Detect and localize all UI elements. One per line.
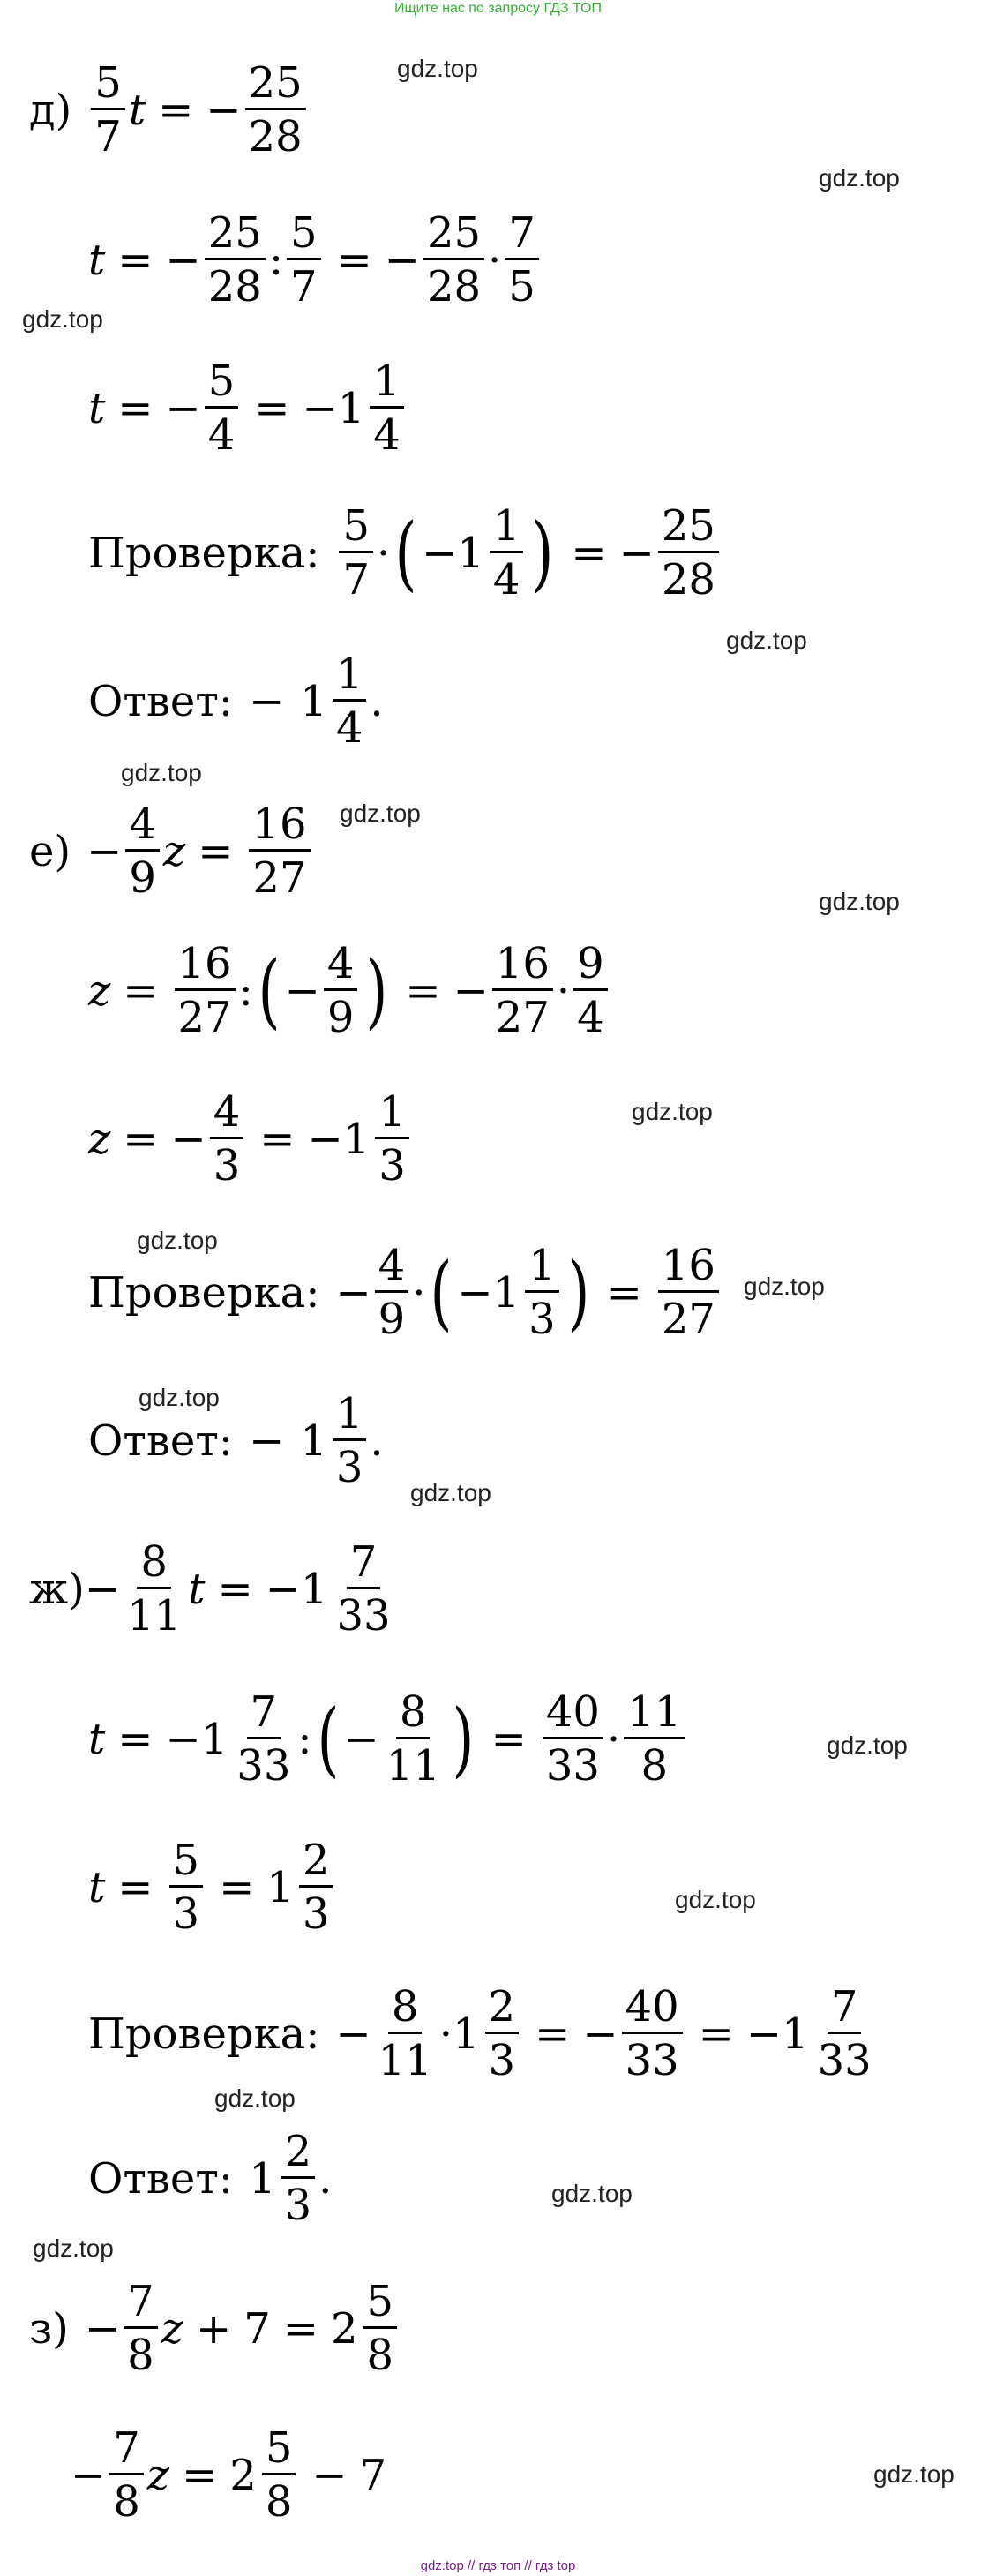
problem-e-step2: z = − $\frac{4}{3}$ = − 1 $\frac{1}{3}$ — [88, 1091, 413, 1197]
problem-e-answer: Ответ: − 1 $\frac{1}{3}$ . — [88, 1389, 384, 1492]
watermark: gdz.top — [214, 2084, 296, 2112]
answer-label: Ответ: — [88, 1416, 234, 1466]
watermark: gdz.top — [819, 888, 900, 915]
watermark: gdz.top — [632, 1098, 713, 1125]
answer-label: Ответ: — [88, 676, 234, 726]
problem-label: з) — [29, 2303, 69, 2354]
problem-e-step1: z = $\frac{16}{27}$ : ( − $\frac{4}{9}$ ) = − $\frac{16}{27}$ · $\frac{9}{4}$ — [88, 943, 611, 1048]
problem-d-step1: t = − $\frac{25}{28}$ : $\frac{5}{7}$ = − $\frac{25}{28}$ · $\frac{7}{5}$ — [88, 212, 543, 318]
check-label: Проверка: — [88, 528, 320, 578]
top-banner: Ищите нас по запросу ГДЗ ТОП — [394, 1, 602, 16]
watermark: gdz.top — [33, 2234, 114, 2262]
problem-d-check: Проверка: $\frac{5}{7}$ · ( − 1 $\frac{1}{4}$ ) = − $\frac{25}{28}$ — [88, 505, 723, 611]
watermark: gdz.top — [675, 1886, 756, 1913]
watermark: gdz.top — [827, 1731, 908, 1759]
problem-e-equation: е) − $\frac{4}{9}$ z = $\frac{16}{27}$ — [29, 803, 314, 909]
fraction: $\frac{25}{28}$ — [245, 62, 306, 158]
problem-zh-step1: t = − 1 $\frac{7}{33}$ : ( − $\frac{8}{11}$ ) = $\frac{40}{33}$ · $\frac{11}{8}$ — [88, 1691, 688, 1797]
answer-label: Ответ: — [88, 2153, 234, 2204]
problem-label: д) — [29, 85, 72, 135]
watermark: gdz.top — [397, 55, 478, 82]
watermark: gdz.top — [137, 1227, 218, 1254]
watermark: gdz.top — [22, 305, 103, 333]
watermark: gdz.top — [551, 2180, 633, 2207]
watermark: gdz.top — [410, 1479, 491, 1506]
watermark: gdz.top — [819, 164, 900, 192]
fraction: $\frac{5}{7}$ — [91, 62, 125, 158]
problem-zh-answer: Ответ: 1 $\frac{2}{3}$ . — [88, 2127, 333, 2230]
check-label: Проверка: — [88, 1267, 320, 1318]
check-label: Проверка: — [88, 2009, 320, 2059]
problem-label: ж) — [29, 1564, 85, 1614]
problem-d-step2: t = − $\frac{5}{4}$ = − 1 $\frac{1}{4}$ — [88, 360, 408, 466]
problem-label: е) — [29, 826, 71, 876]
problem-d-answer: Ответ: − 1 $\frac{1}{4}$ . — [88, 650, 384, 753]
watermark: gdz.top — [744, 1273, 825, 1300]
problem-z-step1: − $\frac{7}{8}$ z = 2 $\frac{5}{8}$ − 7 — [71, 2423, 387, 2527]
watermark: gdz.top — [139, 1384, 220, 1411]
problem-d-equation: д) $\frac{5}{7}$ t = − $\frac{25}{28}$ — [29, 62, 310, 168]
problem-zh-check: Проверка: − $\frac{8}{11}$ · 1 $\frac{2}{3}$ = − $\frac{40}{33}$ = − 1 $\frac{7}{33}$ — [88, 1982, 872, 2085]
watermark: gdz.top — [873, 2460, 955, 2488]
problem-e-check: Проверка: − $\frac{4}{9}$ · ( − 1 $\frac{1}{3}$ ) = $\frac{16}{27}$ — [88, 1244, 723, 1350]
problem-zh-step2: t = $\frac{5}{3}$ = 1 $\frac{2}{3}$ — [88, 1839, 336, 1945]
problem-z-equation: з) − $\frac{7}{8}$ z + 7 = 2 $\frac{5}{8}$ — [29, 2280, 401, 2386]
footer-links[interactable]: gdz.top // гдз топ // гдз top — [420, 2558, 576, 2573]
watermark: gdz.top — [121, 759, 202, 786]
watermark: gdz.top — [340, 800, 421, 827]
problem-zh-equation: ж) − $\frac{8}{11}$ t = − 1 $\frac{7}{33}$ — [29, 1537, 391, 1641]
watermark: gdz.top — [726, 627, 807, 654]
